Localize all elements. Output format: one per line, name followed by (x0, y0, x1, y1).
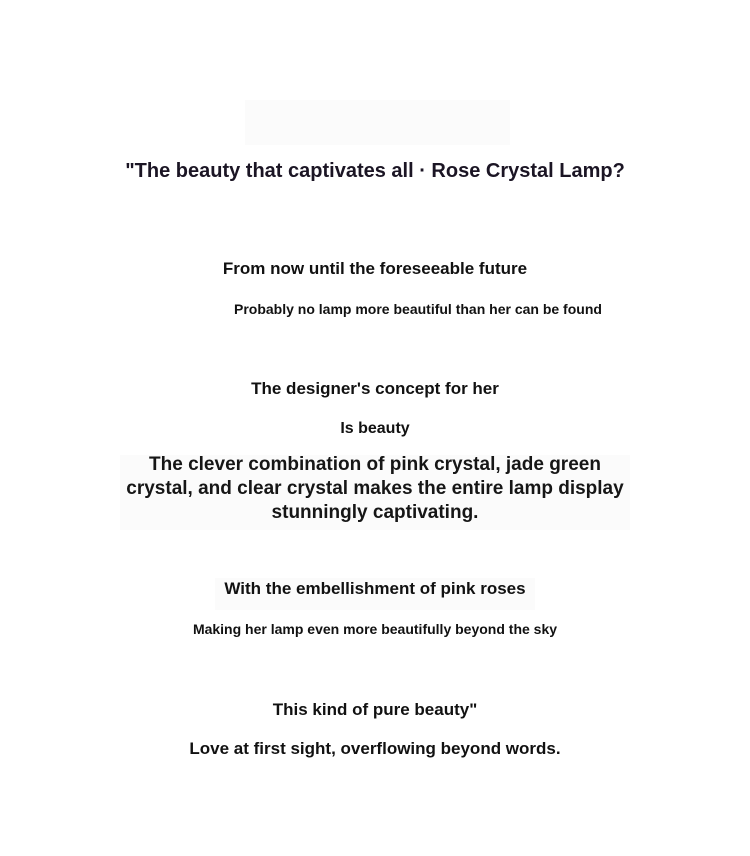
text-line: Love at first sight, overflowing beyond words. (189, 739, 561, 758)
text-line: With the embellishment of pink roses (224, 579, 526, 598)
text-line: Probably no lamp more beautiful than her can be found (234, 301, 602, 317)
page-title: "The beauty that captivates all · Rose Crystal Lamp? (125, 160, 625, 182)
highlight-paragraph: The clever combination of pink crystal, jade green crystal, and clear crystal makes the entire lamp display stunningly captivating. (126, 454, 624, 523)
text-line: Is beauty (340, 420, 410, 437)
text-line: The designer's concept for her (251, 379, 499, 398)
faded-banner (245, 100, 510, 145)
text-line: This kind of pure beauty" (272, 700, 478, 719)
text-line: From now until the foreseeable future (222, 259, 528, 278)
text-line: Making her lamp even more beautifully beyond the sky (192, 621, 558, 637)
